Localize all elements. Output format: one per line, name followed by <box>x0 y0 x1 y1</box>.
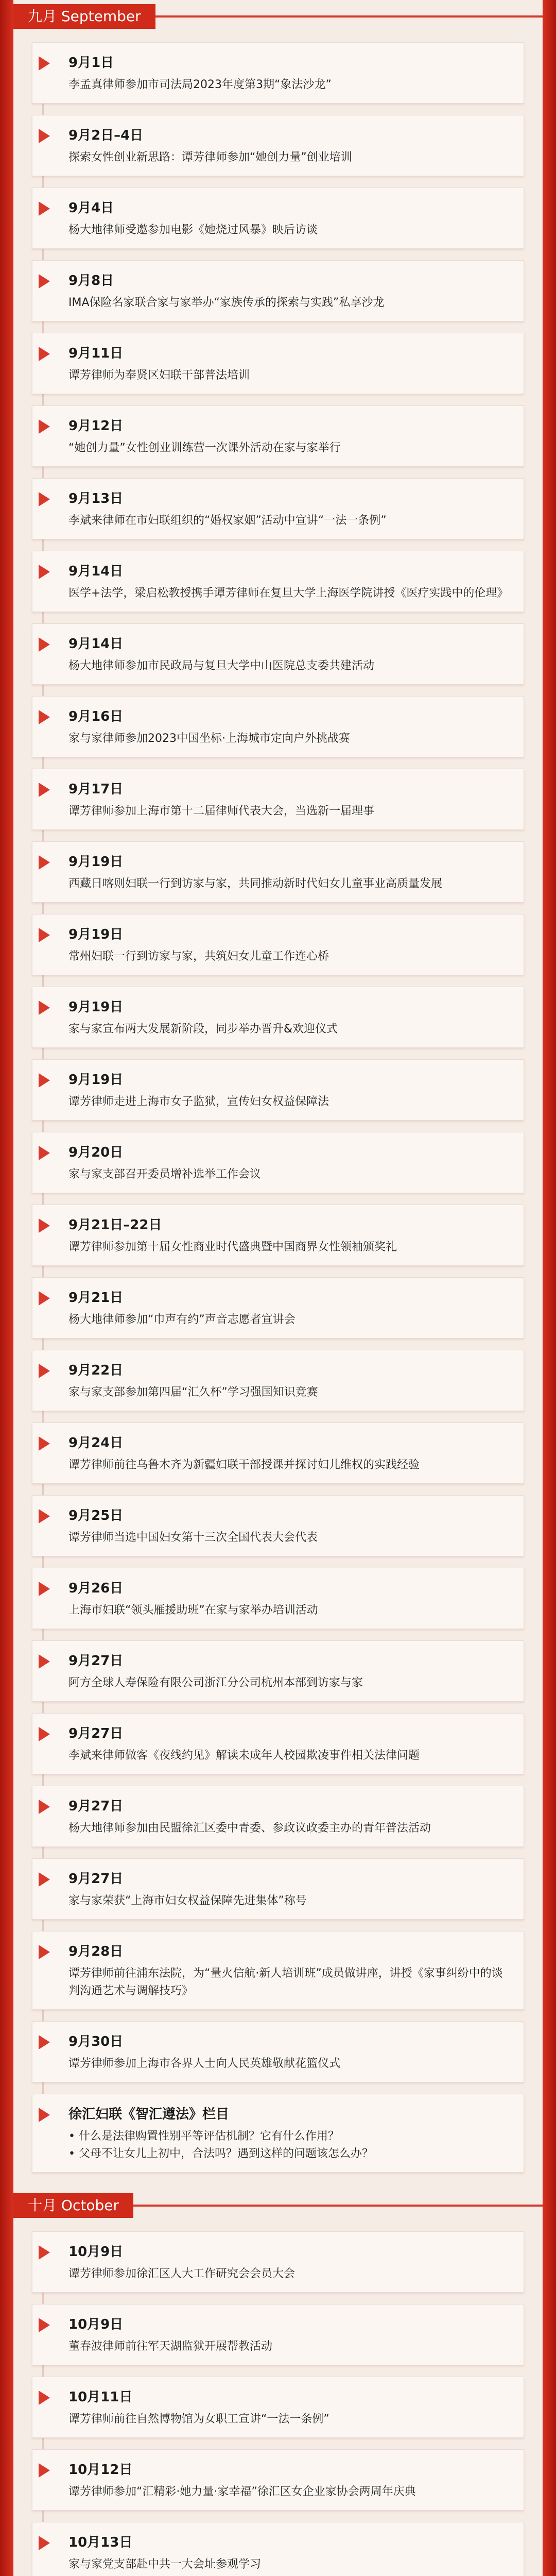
timeline-event <box>32 42 524 104</box>
triangle-marker-icon <box>39 1291 50 1306</box>
event-description: 阿方全球人寿保险有限公司浙江分公司杭州本部到访家与家 <box>68 1676 363 1689</box>
event-description: 家与家党支部赴中共一大会址参观学习 <box>68 2558 262 2571</box>
event-description: 谭芳律师为奉贤区妇联干部普法培训 <box>68 369 250 382</box>
event-date: 9月19日 <box>68 927 124 942</box>
event-date: 9月24日 <box>68 1435 124 1451</box>
event-description: 杨大地律师参加市民政局与复旦大学中山医院总支委共建活动 <box>68 659 375 672</box>
event-bullet: • 父母不让女儿上初中，合法吗？遇到这样的问题该怎么办？ <box>68 2147 373 2160</box>
timeline-list <box>13 2231 543 2576</box>
timeline-event <box>32 987 524 1048</box>
triangle-marker-icon <box>39 419 50 434</box>
event-date: 9月26日 <box>68 1581 124 1596</box>
event-date: 徐汇妇联《智汇遵法》栏目 <box>68 2107 230 2122</box>
triangle-marker-icon <box>39 1073 50 1088</box>
event-description: 李斌来律师在市妇联组织的“婚权家姻”活动中宣讲“一法一条例” <box>68 514 387 527</box>
timeline-event <box>32 1858 524 1920</box>
event-description: 谭芳律师参加上海市各界人士向人民英雄敬献花篮仪式 <box>68 2057 341 2070</box>
right-border <box>543 0 556 2576</box>
event-description: 谭芳律师当选中国妇女第十三次全国代表大会代表 <box>68 1531 318 1544</box>
event-date: 9月21日–22日 <box>68 1217 162 1233</box>
timeline-event <box>32 1931 524 2010</box>
triangle-marker-icon <box>39 274 50 289</box>
timeline-event <box>32 2094 524 2173</box>
timeline-list <box>13 42 543 2173</box>
event-description: 谭芳律师参加上海市第十二届律师代表大会，当选新一届理事 <box>68 805 375 818</box>
month-title: 十月 October <box>13 2193 133 2218</box>
triangle-marker-icon <box>39 129 50 143</box>
timeline-event <box>32 623 524 685</box>
month-title: 九月 September <box>13 4 155 29</box>
event-description: 探索女性创业新思路：谭芳律师参加“她创力量”创业培训 <box>68 151 352 164</box>
event-description: 杨大地律师受邀参加电影《她烧过风暴》映后访谈 <box>68 224 318 236</box>
triangle-marker-icon <box>39 1582 50 1596</box>
event-date: 10月9日 <box>68 2317 124 2332</box>
event-description: 家与家支部参加第四届“汇久杯”学习强国知识竞赛 <box>68 1386 318 1399</box>
timeline-event <box>32 1205 524 1266</box>
triangle-marker-icon <box>39 347 50 361</box>
event-description: 谭芳律师前往乌鲁木齐为新疆妇联干部授课并探讨妇儿维权的实践经验 <box>68 1459 420 1471</box>
event-date: 9月8日 <box>68 273 114 289</box>
event-date: 9月19日 <box>68 1072 124 1088</box>
timeline-event <box>32 696 524 757</box>
triangle-marker-icon <box>39 492 50 506</box>
timeline-event <box>32 2522 524 2576</box>
timeline-event <box>32 405 524 467</box>
event-date: 9月2日–4日 <box>68 128 144 143</box>
event-date: 9月11日 <box>68 346 124 361</box>
event-description: 家与家宣布两大发展新阶段，同步举办晋升&欢迎仪式 <box>68 1023 338 1036</box>
triangle-marker-icon <box>39 1509 50 1523</box>
event-date: 9月17日 <box>68 782 124 797</box>
timeline-event <box>32 115 524 176</box>
timeline-event <box>32 2021 524 2082</box>
event-date: 9月22日 <box>68 1363 124 1378</box>
timeline-event <box>32 1422 524 1484</box>
timeline-event <box>32 551 524 612</box>
triangle-marker-icon <box>39 2035 50 2049</box>
event-description: 杨大地律师参加由民盟徐汇区委中青委、参政议政委主办的青年普法活动 <box>68 1822 431 1835</box>
triangle-marker-icon <box>39 2108 50 2122</box>
triangle-marker-icon <box>39 565 50 579</box>
event-date: 9月4日 <box>68 200 114 216</box>
triangle-marker-icon <box>39 1800 50 1814</box>
event-description: 家与家支部召开委员增补选举工作会议 <box>68 1168 262 1181</box>
triangle-marker-icon <box>39 928 50 942</box>
event-description: 家与家荣获“上海市妇女权益保障先进集体”称号 <box>68 1894 307 1907</box>
event-description: 谭芳律师前往浦东法院，为“量火信航·新人培训班”成员做讲座，讲授《家事纠纷中的谈判沟通艺术与调解技巧》 <box>68 1967 503 1997</box>
timeline-event <box>32 2377 524 2438</box>
triangle-marker-icon <box>39 2245 50 2260</box>
event-description: 上海市妇联“领头雁援助班”在家与家举办培训活动 <box>68 1604 318 1617</box>
triangle-marker-icon <box>39 56 50 71</box>
timeline-event <box>32 1132 524 1193</box>
event-description: 谭芳律师参加第十届女性商业时代盛典暨中国商界女性领袖颁奖礼 <box>68 1241 397 1253</box>
event-date: 9月19日 <box>68 854 124 870</box>
event-date: 9月21日 <box>68 1290 124 1306</box>
event-date: 10月12日 <box>68 2462 133 2478</box>
event-date: 9月13日 <box>68 491 124 506</box>
timeline-event <box>32 2304 524 2365</box>
triangle-marker-icon <box>39 201 50 216</box>
event-date: 9月30日 <box>68 2034 124 2049</box>
event-description: 常州妇联一行到访家与家，共筑妇女儿童工作连心桥 <box>68 950 329 963</box>
triangle-marker-icon <box>39 1872 50 1887</box>
triangle-marker-icon <box>39 2536 50 2550</box>
event-date: 9月19日 <box>68 999 124 1015</box>
event-description: 家与家律师参加2023中国坐标·上海城市定向户外挑战赛 <box>68 732 350 745</box>
event-description: 医学+法学，梁启松教授携手谭芳律师在复旦大学上海医学院讲授《医疗实践中的伦理》 <box>68 587 509 600</box>
triangle-marker-icon <box>39 783 50 797</box>
event-date: 9月25日 <box>68 1508 124 1523</box>
event-description: 杨大地律师参加“巾声有约”声音志愿者宣讲会 <box>68 1313 296 1326</box>
timeline-event <box>32 260 524 321</box>
timeline-event <box>32 914 524 975</box>
timeline-event <box>32 478 524 539</box>
timeline-event <box>32 1786 524 1847</box>
event-date: 9月1日 <box>68 55 114 71</box>
timeline-event <box>32 841 524 903</box>
event-date: 9月16日 <box>68 709 124 724</box>
left-border <box>0 0 13 2576</box>
triangle-marker-icon <box>39 2318 50 2332</box>
triangle-marker-icon <box>39 1001 50 1015</box>
event-description: 李孟真律师参加市司法局2023年度第3期“象法沙龙” <box>68 78 332 91</box>
month-header <box>13 0 543 33</box>
event-description: 董春波律师前往军天湖监狱开展帮教活动 <box>68 2340 273 2353</box>
timeline-event <box>32 1350 524 1411</box>
triangle-marker-icon <box>39 1654 50 1669</box>
timeline-event <box>32 1495 524 1556</box>
event-date: 9月27日 <box>68 1871 124 1887</box>
month-header <box>13 2189 543 2222</box>
event-description: 谭芳律师前往自然博物馆为女职工宣讲“一法一条例” <box>68 2413 329 2426</box>
triangle-marker-icon <box>39 2463 50 2478</box>
event-date: 9月20日 <box>68 1145 124 1160</box>
triangle-marker-icon <box>39 1146 50 1160</box>
timeline-event <box>32 2231 524 2293</box>
triangle-marker-icon <box>39 1727 50 1741</box>
event-description: 李斌来律师做客《夜线约见》解读未成年人校园欺凌事件相关法律问题 <box>68 1749 420 1762</box>
event-date: 10月13日 <box>68 2535 133 2550</box>
triangle-marker-icon <box>39 1945 50 1959</box>
triangle-marker-icon <box>39 2391 50 2405</box>
triangle-marker-icon <box>39 1436 50 1451</box>
event-bullet: • 什么是法律购置性别平等评估机制？它有什么作用？ <box>68 2130 339 2143</box>
event-description: 谭芳律师参加“汇精彩·她力量·家幸福”徐汇区女企业家协会两周年庆典 <box>68 2485 416 2498</box>
timeline-event <box>32 333 524 394</box>
timeline-event <box>32 769 524 830</box>
event-description: 西藏日喀则妇联一行到访家与家，共同推动新时代妇女儿童事业高质量发展 <box>68 877 443 890</box>
event-date: 9月27日 <box>68 1653 124 1669</box>
section-spacer <box>13 2184 543 2189</box>
event-description: “她创力量”女性创业训练营一次课外活动在家与家举行 <box>68 442 341 454</box>
triangle-marker-icon <box>39 637 50 652</box>
timeline-event <box>32 1640 524 1702</box>
timeline-event <box>32 188 524 249</box>
event-date: 10月11日 <box>68 2389 133 2405</box>
timeline-event <box>32 1059 524 1121</box>
triangle-marker-icon <box>39 710 50 724</box>
event-description: 谭芳律师参加徐汇区人大工作研究会会员大会 <box>68 2267 296 2280</box>
timeline-event <box>32 1568 524 1629</box>
event-date: 9月28日 <box>68 1944 124 1959</box>
event-date: 9月27日 <box>68 1799 124 1814</box>
event-date: 9月14日 <box>68 636 124 652</box>
event-description: IMA保险名家联合家与家举办“家族传承的探索与实践”私享沙龙 <box>68 296 385 309</box>
event-date: 9月27日 <box>68 1726 124 1741</box>
timeline-event <box>32 1713 524 1774</box>
triangle-marker-icon <box>39 1364 50 1378</box>
timeline-event <box>32 2449 524 2511</box>
event-date: 9月12日 <box>68 418 124 434</box>
event-date: 9月14日 <box>68 564 124 579</box>
triangle-marker-icon <box>39 1218 50 1233</box>
timeline-page <box>13 0 543 2576</box>
event-date: 10月9日 <box>68 2244 124 2260</box>
event-description: 谭芳律师走进上海市女子监狱，宣传妇女权益保障法 <box>68 1095 329 1108</box>
timeline-event <box>32 1277 524 1338</box>
triangle-marker-icon <box>39 855 50 870</box>
